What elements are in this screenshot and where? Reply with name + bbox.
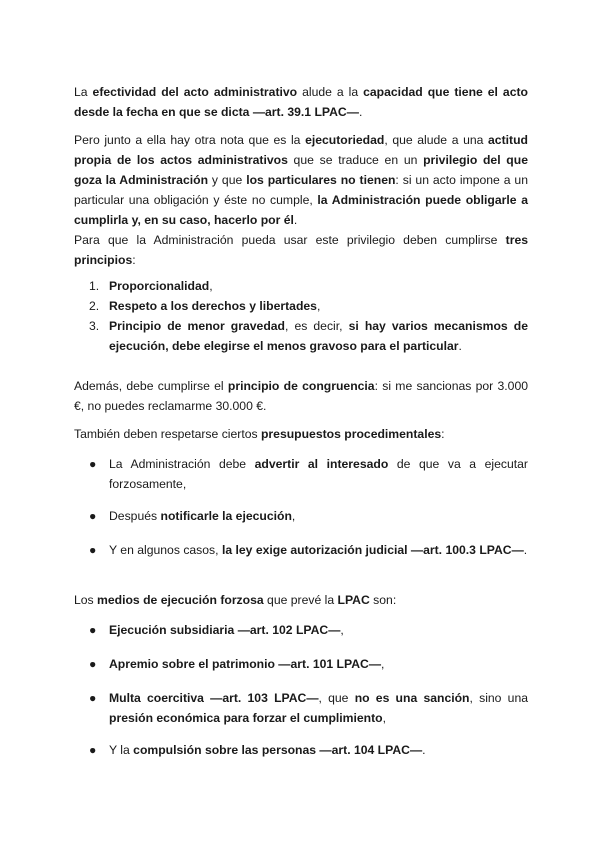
bold-text: advertir al interesado <box>254 457 389 471</box>
presupuestos-list <box>74 506 528 526</box>
list-item <box>74 688 528 728</box>
bold-text: si hay varios mecanismos de ejecución, debe elegirse el menos gravoso para el particular <box>109 319 528 353</box>
paragraph-presupuestos <box>74 424 528 444</box>
bold-text: Multa coercitiva —art. 103 LPAC— <box>109 691 319 705</box>
bold-text: medios de ejecución forzosa <box>97 593 264 607</box>
bullet: ● <box>89 543 97 557</box>
text: , <box>316 299 321 313</box>
bold-text: efectividad del acto administrativo <box>92 85 298 99</box>
bold-text: tres principios <box>74 233 528 267</box>
text: Y la <box>109 743 134 757</box>
text: Además, debe cumplirse el <box>74 379 228 393</box>
bullet: ● <box>89 509 97 523</box>
bold-text: los particulares no tienen <box>246 173 396 187</box>
text: , <box>209 279 213 293</box>
text: , sino una <box>469 691 529 705</box>
bold-text: Proporcionalidad <box>109 279 210 293</box>
text: : si me sancionas por 3.000 €, no puedes reclamarme 30.000 €. <box>74 379 529 413</box>
text: : <box>441 427 445 441</box>
text: que se traduce en un <box>287 153 424 167</box>
text: son: <box>369 593 397 607</box>
text: alude a la <box>297 85 364 99</box>
list-item <box>74 454 528 494</box>
text: , <box>382 711 387 725</box>
bold-text: privilegio del que goza la Administración <box>74 153 528 187</box>
text: . <box>358 105 363 119</box>
bold-text: compulsión sobre las personas —art. 104 LPAC— <box>133 743 423 757</box>
text: Después <box>109 509 161 523</box>
bullet: ● <box>89 457 97 471</box>
text: que prevé la <box>263 593 338 607</box>
text: . <box>422 743 426 757</box>
bold-text: Respeto a los derechos y libertades <box>109 299 317 313</box>
list-item <box>74 316 528 356</box>
text: . <box>458 339 462 353</box>
bold-text: Apremio sobre el patrimonio —art. 101 LPAC— <box>109 657 382 671</box>
paragraph-efectividad <box>74 82 528 122</box>
text: , <box>381 657 385 671</box>
text: , es decir, <box>285 319 349 333</box>
medios-list <box>74 740 528 760</box>
list-item <box>74 540 528 560</box>
bullet: ● <box>89 743 97 757</box>
bold-text: notificarle la ejecución <box>160 509 292 523</box>
bold-text: la ley exige autorización judicial —art. 100.3 LPAC— <box>221 543 524 557</box>
list-number: 3. <box>89 319 100 333</box>
presupuestos-list <box>74 454 528 494</box>
text: , que alude a una <box>384 133 489 147</box>
bold-text: capacidad que tiene el acto desde la fecha en que se dicta —art. 39.1 LPAC— <box>74 85 528 119</box>
text: y que <box>208 173 247 187</box>
list-item <box>74 654 528 674</box>
medios-list <box>74 654 528 674</box>
text: La <box>74 85 93 99</box>
bold-text: presupuestos procedimentales <box>260 427 442 441</box>
text: La Administración debe <box>109 457 255 471</box>
list-item <box>74 506 528 526</box>
bold-text: no es una sanción <box>354 691 470 705</box>
paragraph-congruencia <box>74 376 528 416</box>
list-item <box>74 620 528 640</box>
text: Y en algunos casos, <box>109 543 222 557</box>
bullet: ● <box>89 657 97 671</box>
list-number: 1. <box>89 279 100 293</box>
list-number: 2. <box>89 299 100 313</box>
text: Para que la Administración pueda usar este privilegio deben cumplirse <box>74 233 506 247</box>
bold-text: actitud propia de los actos administrativos <box>74 133 528 167</box>
text: de que va a ejecutar forzosamente, <box>109 457 528 491</box>
list-item <box>74 296 528 316</box>
principles-list <box>74 276 528 356</box>
paragraph-medios <box>74 590 528 610</box>
bold-text: Ejecución subsidiaria —art. 102 LPAC— <box>109 623 341 637</box>
bullet: ● <box>89 623 97 637</box>
paragraph-ejecutoriedad <box>74 130 528 230</box>
list-item <box>74 740 528 760</box>
list-item <box>74 276 528 296</box>
medios-list <box>74 620 528 640</box>
text: Los <box>74 593 98 607</box>
text: : si un acto impone a un particular una obligación y éste no cumple, <box>74 173 528 207</box>
text: También deben respetarse ciertos <box>74 427 261 441</box>
text: . <box>293 213 298 227</box>
bold-text: ejecutoriedad <box>305 133 385 147</box>
bold-text: presión económica para forzar el cumplimiento <box>109 711 383 725</box>
medios-list <box>74 688 528 728</box>
bold-text: principio de congruencia <box>227 379 375 393</box>
text: , <box>340 623 344 637</box>
paragraph-tres-principios <box>74 230 528 270</box>
bold-text: Principio de menor gravedad <box>109 319 285 333</box>
bullet: ● <box>89 691 97 705</box>
text: . <box>523 543 528 557</box>
text: , que <box>318 691 355 705</box>
text: Pero junto a ella hay otra nota que es la <box>74 133 306 147</box>
text: : <box>132 253 136 267</box>
text: , <box>291 509 296 523</box>
bold-text: la Administración puede obligarle a cumplirla y, en su caso, hacerlo por él <box>74 193 528 227</box>
bold-text: LPAC <box>337 593 370 607</box>
presupuestos-list <box>74 540 528 560</box>
